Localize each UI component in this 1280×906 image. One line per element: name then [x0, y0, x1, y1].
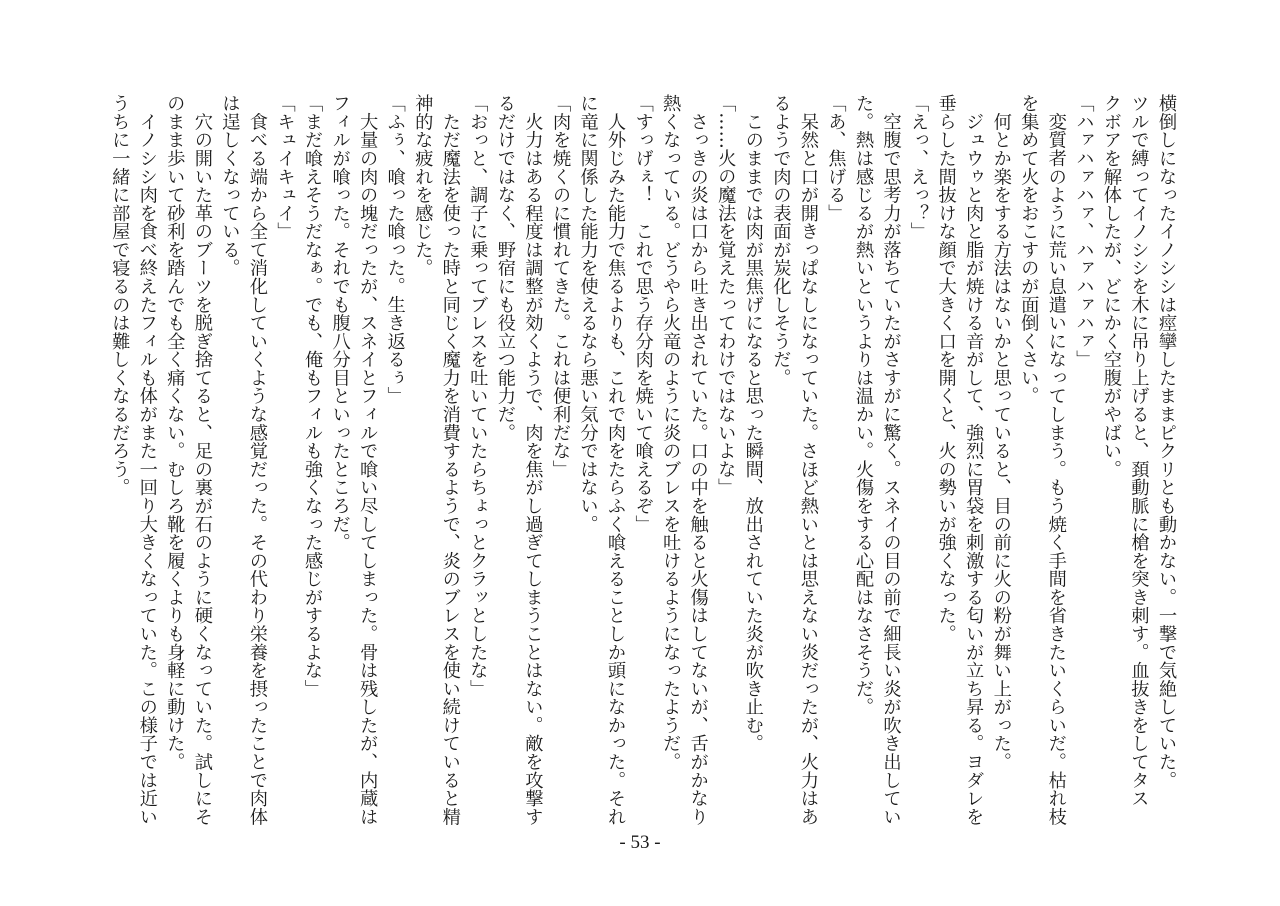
text-line: 何とか楽をする方法はないかと思っていると、目の前に火の粉が舞い上がった。: [990, 94, 1012, 771]
text-line: ジュウゥと肉と脂が焼ける音がして、強烈に胃袋を刺激する匂いが立ち昇る。ヨダレを: [963, 94, 985, 826]
text-line: 人外じみた能力で焦るよりも、これで肉をたらふく喰えることしか頭になかった。それ: [605, 94, 627, 826]
text-line: 熱くなっている。どうやら火竜のように炎のブレスを吐けるようになったようだ。: [660, 94, 682, 771]
text-line: うちに一緒に部屋で寝るのは難しくなるだろう。: [109, 94, 131, 497]
text-line: 「えっ、えっ？」: [908, 94, 930, 241]
page-number: - 53 -: [619, 832, 661, 853]
text-line: は逞しくなっている。: [219, 94, 241, 277]
text-line: このままでは肉が黒焦げになると思った瞬間、放出されていた炎が吹き止む。: [742, 94, 764, 753]
text-line: 「キュイキュイ」: [274, 94, 296, 241]
text-line: 「すっげぇ！ これで思う存分肉を焼いて喰えるぞ」: [632, 94, 654, 533]
text-line: 空腹で思考力が落ちていたがさすがに驚く。スネイの目の前で細長い炎が吹き出してい: [880, 94, 902, 826]
text-line: 「まだ喰えそうだなぁ。でも、俺もフィルも強くなった感じがするよな」: [302, 94, 324, 698]
text-line: 「あ、焦げる」: [825, 94, 847, 223]
text-line: さっきの炎は口から吐き出されていた。口の中を触ると火傷はしてないが、舌がかなり: [687, 94, 709, 826]
vertical-body-text: [106, 94, 1180, 826]
text-line: を集めて火をおこすのが面倒くさい。: [1018, 94, 1040, 405]
text-line: た。熱は感じるが熱いというよりは温かい。火傷をする心配はなさそうだ。: [852, 94, 874, 716]
text-line: 「ふぅ、喰った喰った。生き返るぅ」: [384, 94, 406, 405]
text-line: 穴の開いた革のブーツを脱ぎ捨てると、足の裏が石のように硬くなっていた。試しにそ: [191, 94, 213, 826]
text-line: 変質者のように荒い息遣いになってしまう。もう焼く手間を省きたいくらいだ。枯れ枝: [1045, 94, 1067, 826]
text-line: ツルで縛ってイノシシを木に吊り上げると、頚動脈に槍を突き刺す。血抜きをしてタス: [1128, 94, 1150, 808]
text-line: 神的な疲れを感じた。: [412, 94, 434, 277]
text-line: フィルが喰った。それでも腹八分目といったところだ。: [329, 94, 351, 552]
text-line: 火力はある程度は調整が効くようで、肉を焦がし過ぎてしまうことはない。敵を攻撃す: [522, 94, 544, 826]
text-line: に竜に関係した能力を使えるなら悪い気分ではない。: [577, 94, 599, 533]
text-line: 横倒しになったイノシシは痙攣したままピクリとも動かない。一撃で気絶していた。: [1156, 94, 1177, 790]
text-line: 「ハァハァハァ、ハァハァハァ」: [1073, 94, 1095, 369]
text-line: 大量の肉の塊だったが、スネイとフィルで喰い尽してしまった。骨は残したが、内蔵は: [357, 94, 379, 826]
text-line: 呆然と口が開きっぱなしになっていた。さほど熱いとは思えない炎だったが、火力はあ: [797, 94, 819, 826]
text-line: のまま歩いて砂利を踏んでも全く痛くない。むしろ靴を履くよりも身軽に動けた。: [164, 94, 186, 771]
text-line: 垂らした間抜けな顔で大きく口を開くと、火の勢いが強くなった。: [935, 94, 957, 643]
text-line: るだけではなく、野宿にも役立つ能力だ。: [494, 94, 516, 442]
text-line: 「……火の魔法を覚えたってわけではないよな」: [715, 94, 737, 497]
text-line: イノシシ肉を食べ終えたフィルも体がまた一回り大きくなっていた。この様子では近い: [136, 94, 158, 826]
text-line: 「肉を焼くのに慣れてきた。これは便利だな」: [549, 94, 571, 479]
text-line: ただ魔法を使った時と同じく魔力を消費するようで、炎のブレスを使い続けていると精: [439, 94, 461, 826]
text-line: クボアを解体したが、どにかく空腹がやばい。: [1100, 94, 1122, 479]
text-line: るようで肉の表面が炭化しそうだ。: [770, 94, 792, 387]
text-line: 「おっと、調子に乗ってブレスを吐いていたらちょっとクラッとしたな」: [467, 94, 489, 698]
text-line: 食べる端から全て消化していくような感覚だった。その代わり栄養を摂ったことで肉体: [246, 94, 268, 826]
